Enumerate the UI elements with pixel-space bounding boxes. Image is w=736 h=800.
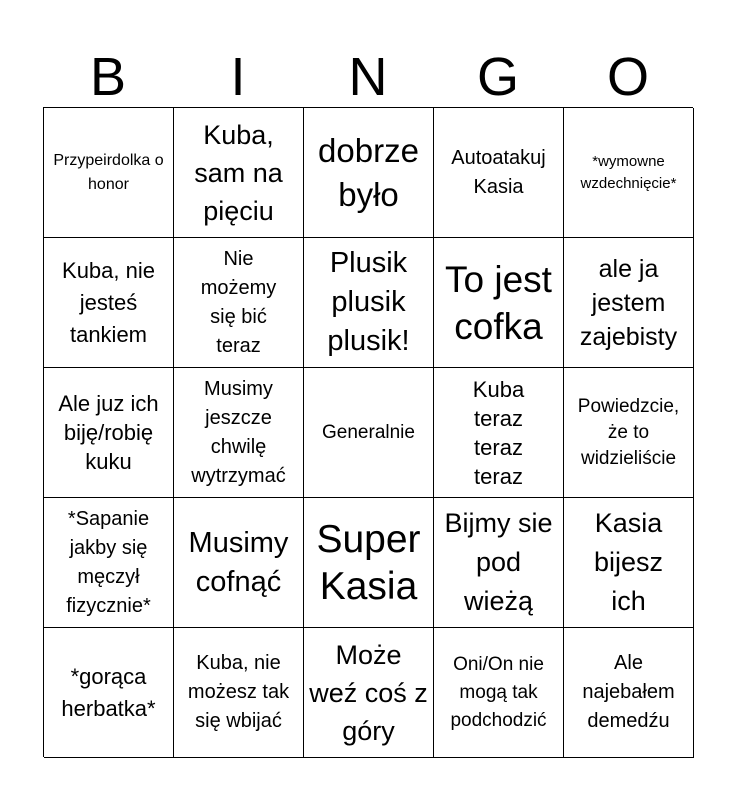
bingo-cell-text: Plusik plusik plusik! [327,247,410,357]
header-letter-b: B [89,47,127,107]
bingo-cell[interactable] [434,628,564,758]
bingo-cell[interactable] [44,498,174,628]
header-letter-n: N [348,47,388,107]
bingo-cell[interactable] [304,368,434,498]
bingo-cell-text: Kuba, nie jesteś tankiem [62,257,155,347]
bingo-cell[interactable] [174,238,304,368]
bingo-cell[interactable] [174,108,304,238]
bingo-cell-text: Autoatakuj Kasia [451,146,546,198]
bingo-cell-text: Ale juz ich biję/robię kuku [58,391,159,474]
bingo-cell[interactable] [434,238,564,368]
bingo-cell-text: Kuba, nie możesz tak się wbijać [187,652,290,732]
bingo-cell[interactable] [564,238,694,368]
header-letter-i: I [230,47,246,107]
bingo-cell-text: ale ja jestem zajebisty [579,254,678,351]
bingo-cell-text: Musimy jeszcze chwilę wytrzymać [191,377,286,487]
bingo-cell[interactable] [44,108,174,238]
bingo-cell[interactable] [564,628,694,758]
bingo-cell-text: Może weź coś z góry [309,639,428,746]
bingo-cell-text: Kuba, sam na pięciu [194,119,283,226]
bingo-cell-text: *Sapanie jakby się męczył fizycznie* [66,507,151,617]
bingo-cell-text: Nie możemy się bić teraz [200,247,277,357]
header-letter-g: G [476,47,519,107]
bingo-cell-text: Ale najebałem demedźu [582,652,675,732]
bingo-cell[interactable] [434,368,564,498]
bingo-cell-text: Generalnie [322,421,415,443]
header-letter-o: O [606,47,649,107]
bingo-header [43,48,693,106]
bingo-cell[interactable] [44,368,174,498]
bingo-cell[interactable] [174,368,304,498]
bingo-cell-text: Bijmy sie pod wieżą [444,508,553,616]
bingo-cell[interactable] [304,108,434,238]
bingo-cell-text: *wymowne wzdechnięcie* [580,152,677,192]
bingo-cell[interactable] [174,498,304,628]
bingo-cell-text: Musimy cofnąć [188,526,289,598]
bingo-cell[interactable] [304,498,434,628]
bingo-cell[interactable] [44,628,174,758]
bingo-cell-text: Powiedzcie, że to widzieliście [577,395,680,469]
bingo-cell-text: To jest cofka [445,258,552,347]
bingo-cell-text: Przypeirdolka o honor [53,151,164,193]
bingo-cell[interactable] [304,238,434,368]
bingo-cell-text: Kuba teraz teraz teraz [472,376,525,489]
bingo-cell[interactable] [434,108,564,238]
bingo-board [43,107,693,757]
bingo-cell[interactable] [304,628,434,758]
bingo-cell-text: dobrze było [318,131,419,213]
bingo-cell[interactable] [434,498,564,628]
bingo-cell-text: Oni/On nie mogą tak podchodzić [450,653,547,731]
bingo-cell[interactable] [564,498,694,628]
bingo-cell[interactable] [564,108,694,238]
bingo-cell-text: Kasia bijesz ich [593,508,664,616]
bingo-cell[interactable] [174,628,304,758]
bingo-cell-text: *gorąca herbatka* [61,663,156,721]
bingo-cell[interactable] [44,238,174,368]
bingo-cell-text: Super Kasia [316,517,421,608]
bingo-cell[interactable] [564,368,694,498]
